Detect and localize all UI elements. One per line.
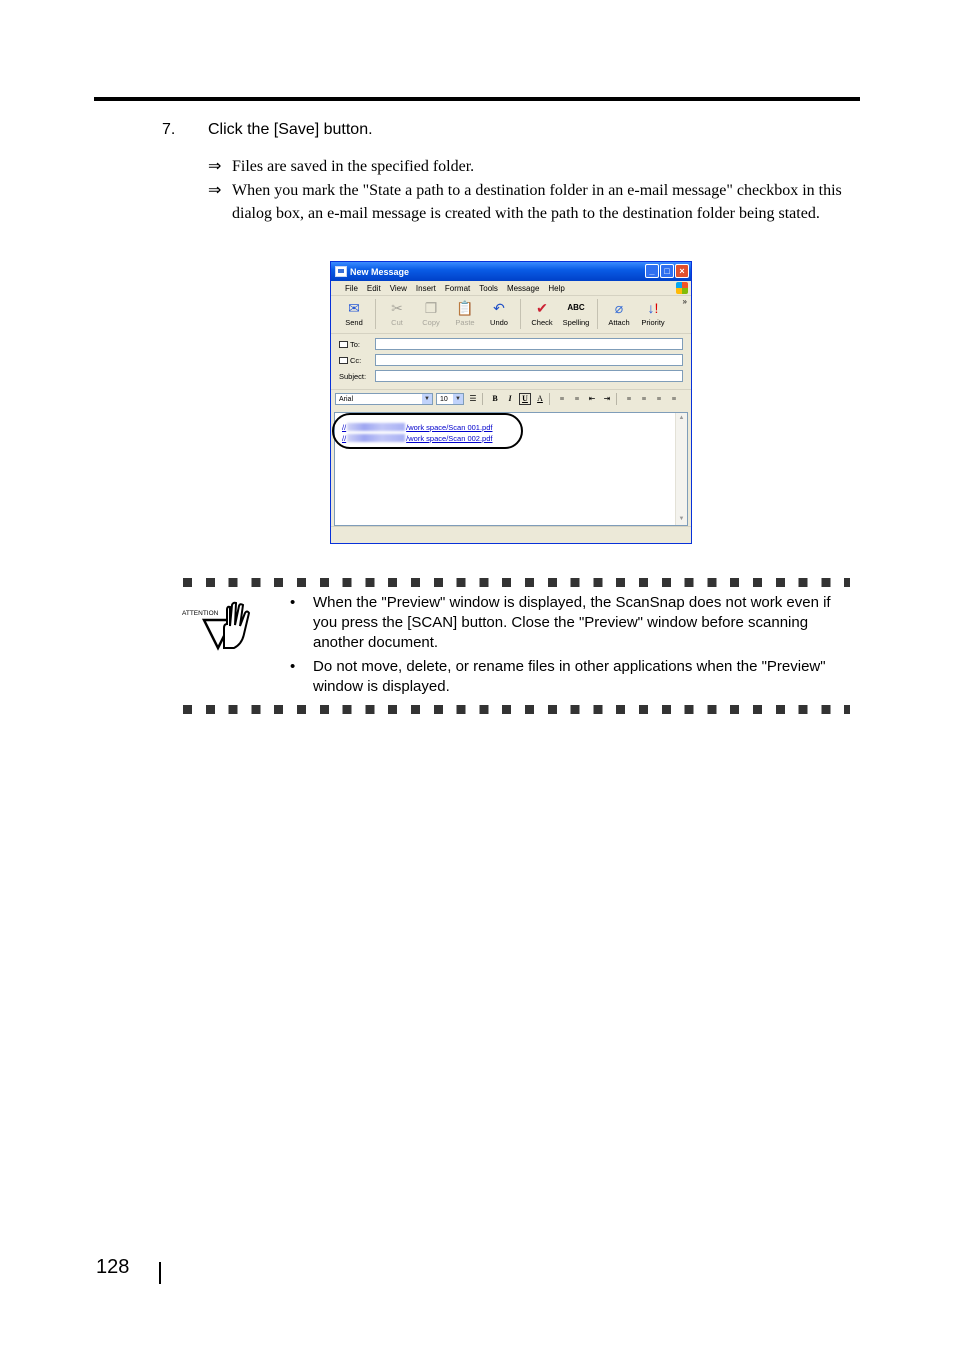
address-book-icon[interactable] — [339, 357, 348, 364]
title-bar[interactable] — [331, 262, 691, 281]
priority-icon: ↓! — [647, 300, 659, 316]
windows-logo-icon — [676, 282, 688, 294]
menu-edit[interactable]: Edit — [366, 283, 381, 293]
menu-file[interactable]: File — [345, 283, 358, 293]
cut-icon: ✂ — [391, 300, 403, 316]
justify-icon[interactable]: ≡ — [671, 394, 677, 403]
paperclip-icon: ⌀ — [614, 300, 624, 316]
menu-message[interactable]: Message — [506, 283, 540, 293]
bullet-list-icon[interactable]: ≡ — [574, 394, 580, 403]
scroll-down-icon[interactable]: ▼ — [678, 516, 685, 522]
status-bar — [331, 526, 691, 543]
page-number: 128 — [96, 1256, 130, 1278]
bullet-icon: • — [290, 658, 296, 675]
font-size-select[interactable]: 10 ▼ — [436, 393, 464, 405]
chevron-down-icon: ▼ — [422, 394, 432, 404]
send-icon: ✉ — [348, 300, 360, 316]
vertical-scrollbar[interactable] — [675, 413, 687, 525]
copy-icon: ❐ — [424, 300, 438, 316]
menu-help[interactable]: Help — [548, 283, 565, 293]
toolbar-overflow-icon[interactable]: » — [682, 297, 687, 306]
attention-bullet: Do not move, delete, or rename files in other applications when the "Preview" window is displayed. — [313, 658, 826, 695]
menu-bar — [331, 281, 691, 296]
subject-label: Subject: — [339, 371, 367, 381]
decrease-indent-icon[interactable]: ⇤ — [588, 394, 596, 403]
cut-button[interactable]: ✂ Cut — [380, 296, 414, 332]
highlight-circle — [332, 413, 523, 449]
cc-label: Cc: — [350, 355, 362, 365]
send-button[interactable]: ✉ Send — [337, 296, 371, 332]
numbered-list-icon[interactable]: ≡ — [559, 394, 565, 403]
bullet-icon: • — [290, 594, 296, 611]
scroll-up-icon[interactable]: ▲ — [678, 415, 685, 421]
increase-indent-icon[interactable]: ⇥ — [603, 394, 611, 403]
font-select[interactable]: Arial ▼ — [335, 393, 433, 405]
cc-field[interactable] — [375, 354, 683, 366]
italic-icon[interactable]: I — [508, 394, 512, 403]
page-number-bar — [159, 1262, 161, 1284]
window-title: New Message — [350, 266, 410, 277]
attach-button[interactable]: ⌀ Attach — [602, 296, 636, 332]
align-right-icon[interactable]: ≡ — [656, 394, 662, 403]
check-names-button[interactable]: ✔ Check — [525, 296, 559, 332]
result-text: Files are saved in the specified folder. — [232, 158, 475, 175]
align-center-icon[interactable]: ≡ — [641, 394, 647, 403]
toolbar — [331, 296, 691, 334]
minimize-button[interactable]: _ — [645, 264, 659, 278]
arrow-icon: ⇒ — [208, 158, 222, 175]
bold-icon[interactable]: B — [492, 394, 498, 403]
step-text: Click the [Save] button. — [208, 121, 373, 138]
undo-button[interactable]: ↶ Undo — [482, 296, 516, 332]
arrow-icon: ⇒ — [208, 182, 222, 199]
formatting-bar — [331, 389, 691, 408]
menu-insert[interactable]: Insert — [415, 283, 436, 293]
maximize-button[interactable]: □ — [660, 264, 674, 278]
paragraph-style-icon[interactable]: ☰ — [469, 394, 477, 403]
align-left-icon[interactable]: ≡ — [626, 394, 632, 403]
header-rule — [94, 97, 860, 101]
result-text: When you mark the "State a path to a destination folder in an e-mail message" checkbox in this dialog box, an e-mail message is created with the path to the destination folder being stated. — [232, 182, 842, 222]
message-icon — [335, 266, 347, 277]
undo-icon: ↶ — [493, 300, 505, 316]
chevron-down-icon: ▼ — [453, 394, 463, 404]
menu-tools[interactable]: Tools — [479, 283, 498, 293]
attention-bullet: When the "Preview" window is displayed, the ScanSnap does not work even if you press the [SCAN] button. Close the "Preview" window before scanning another document. — [313, 594, 831, 651]
address-book-icon[interactable] — [339, 341, 348, 348]
paste-icon: 📋 — [456, 300, 474, 316]
spelling-icon: ABC — [567, 303, 585, 312]
step-number: 7. — [162, 121, 176, 138]
to-field[interactable] — [375, 338, 683, 350]
check-names-icon: ✔ — [536, 300, 548, 316]
underline-icon[interactable]: U — [519, 393, 531, 405]
copy-button[interactable]: ❐ Copy — [414, 296, 448, 332]
attention-label: ATTENTION — [182, 610, 219, 617]
priority-button[interactable]: ↓! Priority — [636, 296, 670, 332]
paste-button[interactable]: 📋 Paste — [448, 296, 482, 332]
close-button[interactable]: × — [675, 264, 689, 278]
menu-view[interactable]: View — [389, 283, 407, 293]
new-message-window — [330, 261, 692, 544]
menu-format[interactable]: Format — [444, 283, 471, 293]
attention-icon — [182, 600, 262, 652]
file-link[interactable]: // /work space/Scan 001.pdf — [342, 422, 493, 432]
font-color-icon[interactable]: A — [537, 394, 543, 403]
file-link[interactable]: // /work space/Scan 002.pdf — [342, 433, 493, 443]
to-label: To: — [350, 339, 361, 349]
attention-bottom-rule — [183, 705, 850, 714]
spelling-button[interactable]: ABC Spelling — [559, 296, 593, 332]
message-header — [331, 334, 691, 384]
attention-top-rule — [183, 578, 850, 587]
subject-field[interactable] — [375, 370, 683, 382]
